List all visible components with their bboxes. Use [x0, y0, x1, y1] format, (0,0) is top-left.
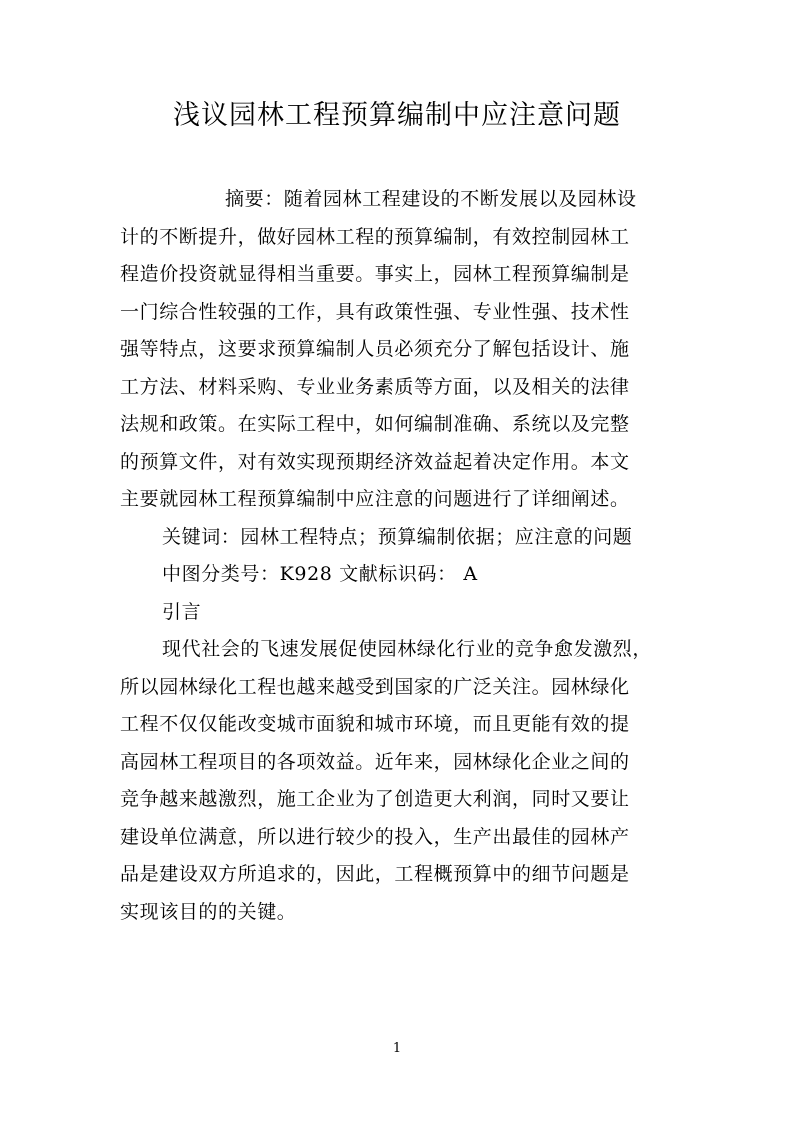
- document-body: [120, 181, 680, 931]
- paragraph-line: 所以园林绿化工程也越来越受到国家的广泛关注。园林绿化: [120, 675, 630, 698]
- document-title: 浅议园林工程预算编制中应注意问题: [173, 100, 621, 131]
- abstract-line: 的预算文件，对有效实现预期经济效益起着决定作用。本文: [120, 450, 630, 473]
- section-heading: 引言: [162, 600, 202, 623]
- paragraph-line: 实现该目的的关键。: [120, 900, 297, 923]
- abstract-line: 主要就园林工程预算编制中应注意的问题进行了详细阐述。: [120, 488, 630, 510]
- paragraph-line: 建设单位满意，所以进行较少的投入，生产出最佳的园林产: [120, 825, 630, 848]
- abstract-line: 摘要：随着园林工程建设的不断发展以及园林设: [225, 188, 637, 210]
- page-number: 1: [392, 1041, 402, 1056]
- abstract-line: 计的不断提升，做好园林工程的预算编制，有效控制园林工: [120, 225, 630, 248]
- abstract-line: 一门综合性较强的工作，具有政策性强、专业性强、技术性: [120, 300, 630, 323]
- paragraph-line: 竞争越来越激烈，施工企业为了创造更大利润，同时又要让: [120, 788, 630, 810]
- paragraph-line: 高园林工程项目的各项效益。近年来，园林绿化企业之间的: [120, 750, 630, 773]
- abstract-line: 法规和政策。在实际工程中，如何编制准确、系统以及完整: [120, 413, 630, 435]
- classification-line: 中图分类号：K928 文献标识码： A: [162, 563, 478, 585]
- paragraph-line: 品是建设双方所追求的，因此，工程概预算中的细节问题是: [120, 863, 630, 885]
- abstract-line: 强等特点，这要求预算编制人员必须充分了解包括设计、施: [120, 338, 630, 360]
- paragraph-line: 工程不仅仅能改变城市面貌和城市环境，而且更能有效的提: [120, 713, 630, 735]
- keywords-line: 关键词：园林工程特点；预算编制依据；应注意的问题: [162, 525, 633, 548]
- abstract-line: 工方法、材料采购、专业业务素质等方面，以及相关的法律: [120, 375, 630, 398]
- abstract-line: 程造价投资就显得相当重要。事实上，园林工程预算编制是: [120, 263, 630, 285]
- paragraph-line: 现代社会的飞速发展促使园林绿化行业的竞争愈发激烈，: [162, 638, 653, 660]
